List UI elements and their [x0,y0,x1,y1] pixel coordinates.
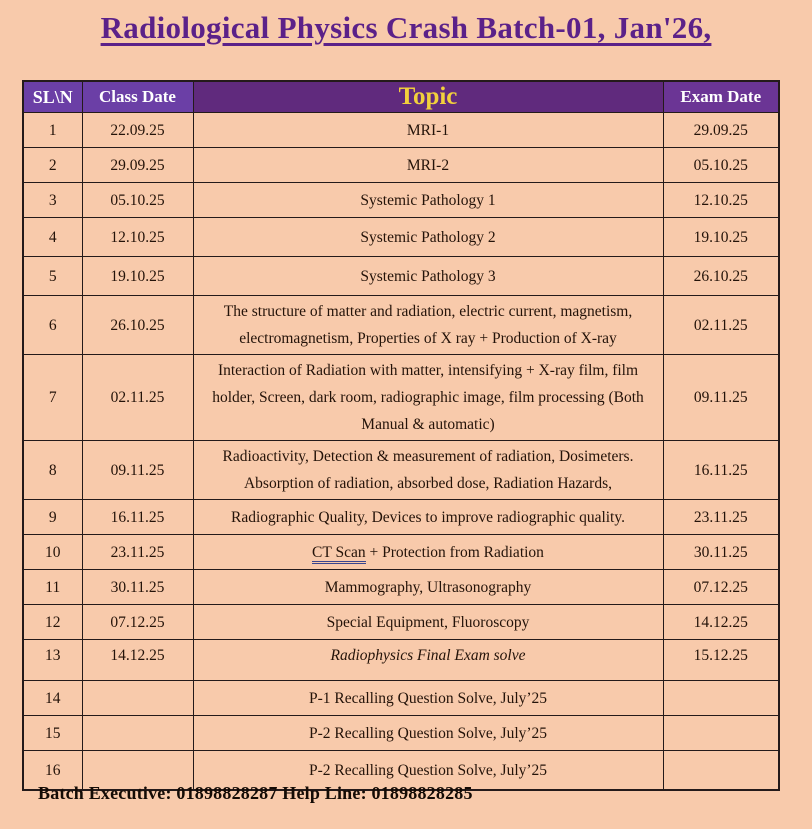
table-row [23,535,779,570]
table-row [23,716,779,751]
cell-topic [193,605,663,640]
table-row [23,605,779,640]
topic-text: P-1 Recalling Question Solve, July’25 [308,689,548,707]
cell-exam-date: 26.10.25 [663,257,779,296]
table-row [23,681,779,716]
schedule-table [22,80,780,791]
cell-topic [193,640,663,681]
cell-sl: 16 [23,751,82,791]
topic-underlined-text: CT Scan [312,544,366,564]
cell-class-date: 30.11.25 [82,570,193,605]
table-row [23,640,779,681]
topic-text: MRI-1 [406,121,450,139]
cell-sl: 3 [23,183,82,218]
cell-exam-date: 19.10.25 [663,218,779,257]
cell-class-date: 02.11.25 [82,355,193,441]
cell-class-date: 26.10.25 [82,296,193,355]
topic-text: Interaction of Radiation with matter, intensifying + X-ray film, film holder, Screen, dark room, radiographic image, film processing (Both Manual & automatic) [212,362,644,433]
cell-class-date: 23.11.25 [82,535,193,570]
cell-sl: 6 [23,296,82,355]
topic-text: MRI-2 [406,156,450,174]
column-header-class-date: Class Date [82,81,193,113]
column-header-topic: Topic [193,81,663,113]
table-header-row [23,81,779,113]
page-title: Radiological Physics Crash Batch-01, Jan'26, [100,10,712,45]
cell-exam-date: 29.09.25 [663,113,779,148]
cell-topic [193,355,663,441]
cell-class-date: 19.10.25 [82,257,193,296]
cell-topic [193,183,663,218]
cell-sl: 2 [23,148,82,183]
cell-sl: 15 [23,716,82,751]
table-row [23,113,779,148]
table-row [23,441,779,500]
cell-sl: 10 [23,535,82,570]
table-row [23,257,779,296]
cell-class-date: 14.12.25 [82,640,193,681]
topic-text: Systemic Pathology 2 [360,228,496,246]
cell-exam-date [663,716,779,751]
column-header-sln: SL\N [23,81,82,113]
cell-sl: 11 [23,570,82,605]
cell-topic [193,570,663,605]
batch-executive-helpline: Batch Executive: 01898828287 Help Line: 01898828285 [38,783,473,803]
cell-class-date: 29.09.25 [82,148,193,183]
table-row [23,218,779,257]
cell-class-date [82,681,193,716]
cell-topic [193,218,663,257]
cell-sl: 8 [23,441,82,500]
topic-text: Systemic Pathology 3 [360,267,496,285]
cell-exam-date: 02.11.25 [663,296,779,355]
cell-exam-date: 30.11.25 [663,535,779,570]
topic-text: Radiographic Quality, Devices to improve radiographic quality. [231,508,625,526]
cell-exam-date: 15.12.25 [663,640,779,681]
topic-text: P-2 Recalling Question Solve, July’25 [308,761,548,779]
table-row [23,500,779,535]
cell-topic [193,681,663,716]
cell-exam-date [663,751,779,791]
cell-sl: 5 [23,257,82,296]
cell-exam-date [663,681,779,716]
cell-exam-date: 14.12.25 [663,605,779,640]
cell-topic [193,716,663,751]
cell-class-date [82,716,193,751]
cell-class-date: 16.11.25 [82,500,193,535]
table-row [23,148,779,183]
cell-class-date: 22.09.25 [82,113,193,148]
topic-text: + Protection from Radiation [365,543,544,561]
cell-sl: 13 [23,640,82,681]
cell-topic [193,441,663,500]
cell-topic [193,296,663,355]
cell-sl: 4 [23,218,82,257]
cell-topic [193,535,663,570]
cell-exam-date: 09.11.25 [663,355,779,441]
cell-exam-date: 12.10.25 [663,183,779,218]
cell-class-date: 12.10.25 [82,218,193,257]
topic-text: Systemic Pathology 1 [360,191,496,209]
cell-sl: 9 [23,500,82,535]
table-row [23,183,779,218]
cell-sl: 14 [23,681,82,716]
cell-class-date: 05.10.25 [82,183,193,218]
topic-text: Radioactivity, Detection & measurement of radiation, Dosimeters. Absorption of radiation, absorbed dose, Radiation Hazards, [222,448,634,492]
table-row [23,570,779,605]
topic-text: Special Equipment, Fluoroscopy [326,613,530,631]
topic-text: Mammography, Ultrasonography [324,578,532,596]
cell-topic [193,148,663,183]
cell-sl: 12 [23,605,82,640]
topic-text: The structure of matter and radiation, electric current, magnetism, electromagnetism, Properties of X ray + Production of X-ray [223,303,633,347]
cell-exam-date: 23.11.25 [663,500,779,535]
topic-text: P-2 Recalling Question Solve, July’25 [308,724,548,742]
column-header-exam-date: Exam Date [663,81,779,113]
table-row [23,296,779,355]
cell-sl: 7 [23,355,82,441]
table-row [23,355,779,441]
cell-topic [193,257,663,296]
cell-class-date: 09.11.25 [82,441,193,500]
cell-topic [193,500,663,535]
topic-text: Radiophysics Final Exam solve [330,647,526,664]
cell-exam-date: 07.12.25 [663,570,779,605]
cell-sl: 1 [23,113,82,148]
cell-exam-date: 16.11.25 [663,441,779,500]
cell-class-date: 07.12.25 [82,605,193,640]
cell-topic [193,113,663,148]
cell-exam-date: 05.10.25 [663,148,779,183]
